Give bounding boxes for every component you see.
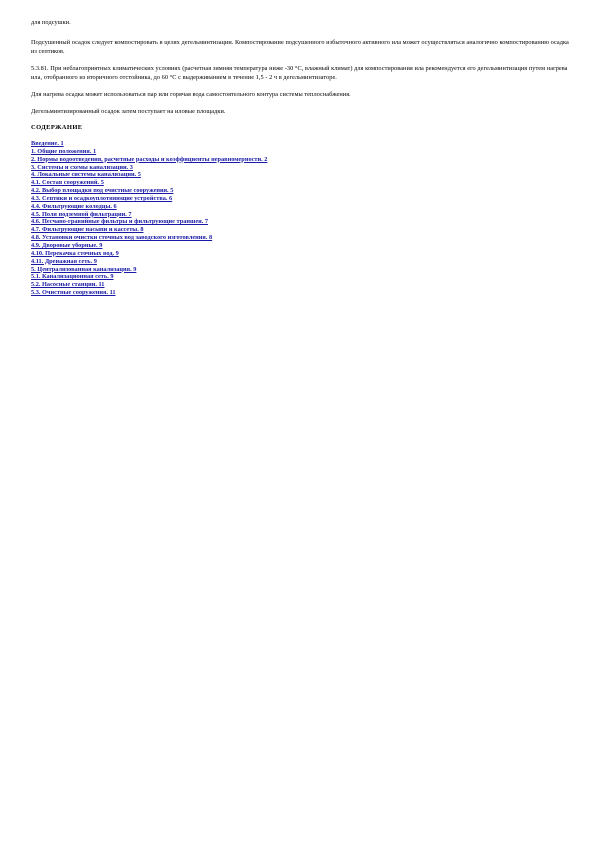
toc-link[interactable]: 5. Централизованная канализация. 9: [31, 265, 137, 273]
toc-item: [31, 203, 571, 211]
toc-link[interactable]: 4.8. Установки очистки сточных вод заводского изготовления. 8: [31, 234, 213, 242]
toc-item: [31, 234, 571, 242]
toc-link[interactable]: 3. Системы и схемы канализации. 3: [31, 163, 133, 171]
toc-link[interactable]: 4. Локальные системы канализации. 5: [31, 171, 141, 179]
toc-item: [31, 250, 571, 258]
paragraph-2: Подсушенный осадок следует компостировать в целях дегельминтизации. Компостирование подсушенного избыточного активного ила может осуществляться аналогично компостированию осадка из септиков.: [31, 39, 569, 55]
toc-link[interactable]: 4.1. Состав сооружений. 5: [31, 179, 104, 187]
paragraph-5: Дегельминтизированный осадок затем поступает на иловые площадки.: [31, 108, 226, 115]
toc-link[interactable]: 4.2. Выбор площадки под очистные сооружения. 5: [31, 187, 174, 195]
toc-link[interactable]: 5.1. Канализационная сеть. 9: [31, 273, 114, 281]
toc-link[interactable]: 2. Нормы водоотведения, расчетные расходы и коэффициенты неравномерности. 2: [31, 155, 268, 163]
toc-item: [31, 281, 571, 289]
toc-link[interactable]: 4.3. Септики и осадкоуплотняющие устройства. 6: [31, 194, 173, 202]
table-of-contents: [31, 140, 571, 297]
paragraph-1: для подсушки.: [31, 19, 71, 26]
toc-item: [31, 242, 571, 250]
toc-item: [31, 218, 571, 226]
toc-link[interactable]: 4.5. Поля подземной фильтрации. 7: [31, 210, 132, 218]
toc-item: [31, 258, 571, 266]
toc-link[interactable]: 5.2. Насосные станции. 11: [31, 281, 105, 289]
toc-item: [31, 187, 571, 195]
document-page: [31, 18, 571, 297]
toc-item: [31, 156, 571, 164]
toc-item: [31, 140, 571, 148]
toc-item: [31, 171, 571, 179]
toc-item: [31, 195, 571, 203]
toc-link[interactable]: 1. Общие положения. 1: [31, 147, 97, 155]
toc-item: [31, 289, 571, 297]
toc-item: [31, 273, 571, 281]
toc-item: [31, 226, 571, 234]
toc-link[interactable]: 4.7. Фильтрующие насыпи и кассеты. 8: [31, 226, 144, 234]
toc-item: [31, 179, 571, 187]
toc-item: [31, 266, 571, 274]
toc-link[interactable]: Введение. 1: [31, 140, 64, 147]
toc-item: [31, 164, 571, 172]
paragraph-4: Для нагрева осадка может использоваться пар или горячая вода самостоятельного контура системы теплоснабжения.: [31, 91, 351, 98]
toc-heading: СОДЕРЖАНИЕ: [31, 124, 83, 131]
toc-link[interactable]: 4.10. Перекачка сточных вод. 9: [31, 249, 119, 257]
toc-item: [31, 148, 571, 156]
toc-link[interactable]: 4.11. Дренажная сеть. 9: [31, 257, 97, 265]
paragraph-3: 5.3.81. При неблагоприятных климатических условиях (расчетная зимняя температура ниже -30 °С, влажный климат) для компостирования ила рекомендуется его дегельминтизация путем нагрева ила, отобранного из вторичного отстойника, до 60 °С с выдерживанием в течение 1,5 - 2 ч в дегельминтизаторе.: [31, 65, 568, 81]
toc-link[interactable]: 5.3. Очистные сооружения. 11: [31, 289, 116, 297]
toc-link[interactable]: 4.9. Дворовые уборные. 9: [31, 241, 103, 249]
toc-item: [31, 211, 571, 219]
toc-link[interactable]: 4.4. Фильтрующие колодцы. 6: [31, 202, 117, 210]
toc-link[interactable]: 4.6. Песчано-гравийные фильтры и фильтрующие траншеи. 7: [31, 218, 209, 226]
